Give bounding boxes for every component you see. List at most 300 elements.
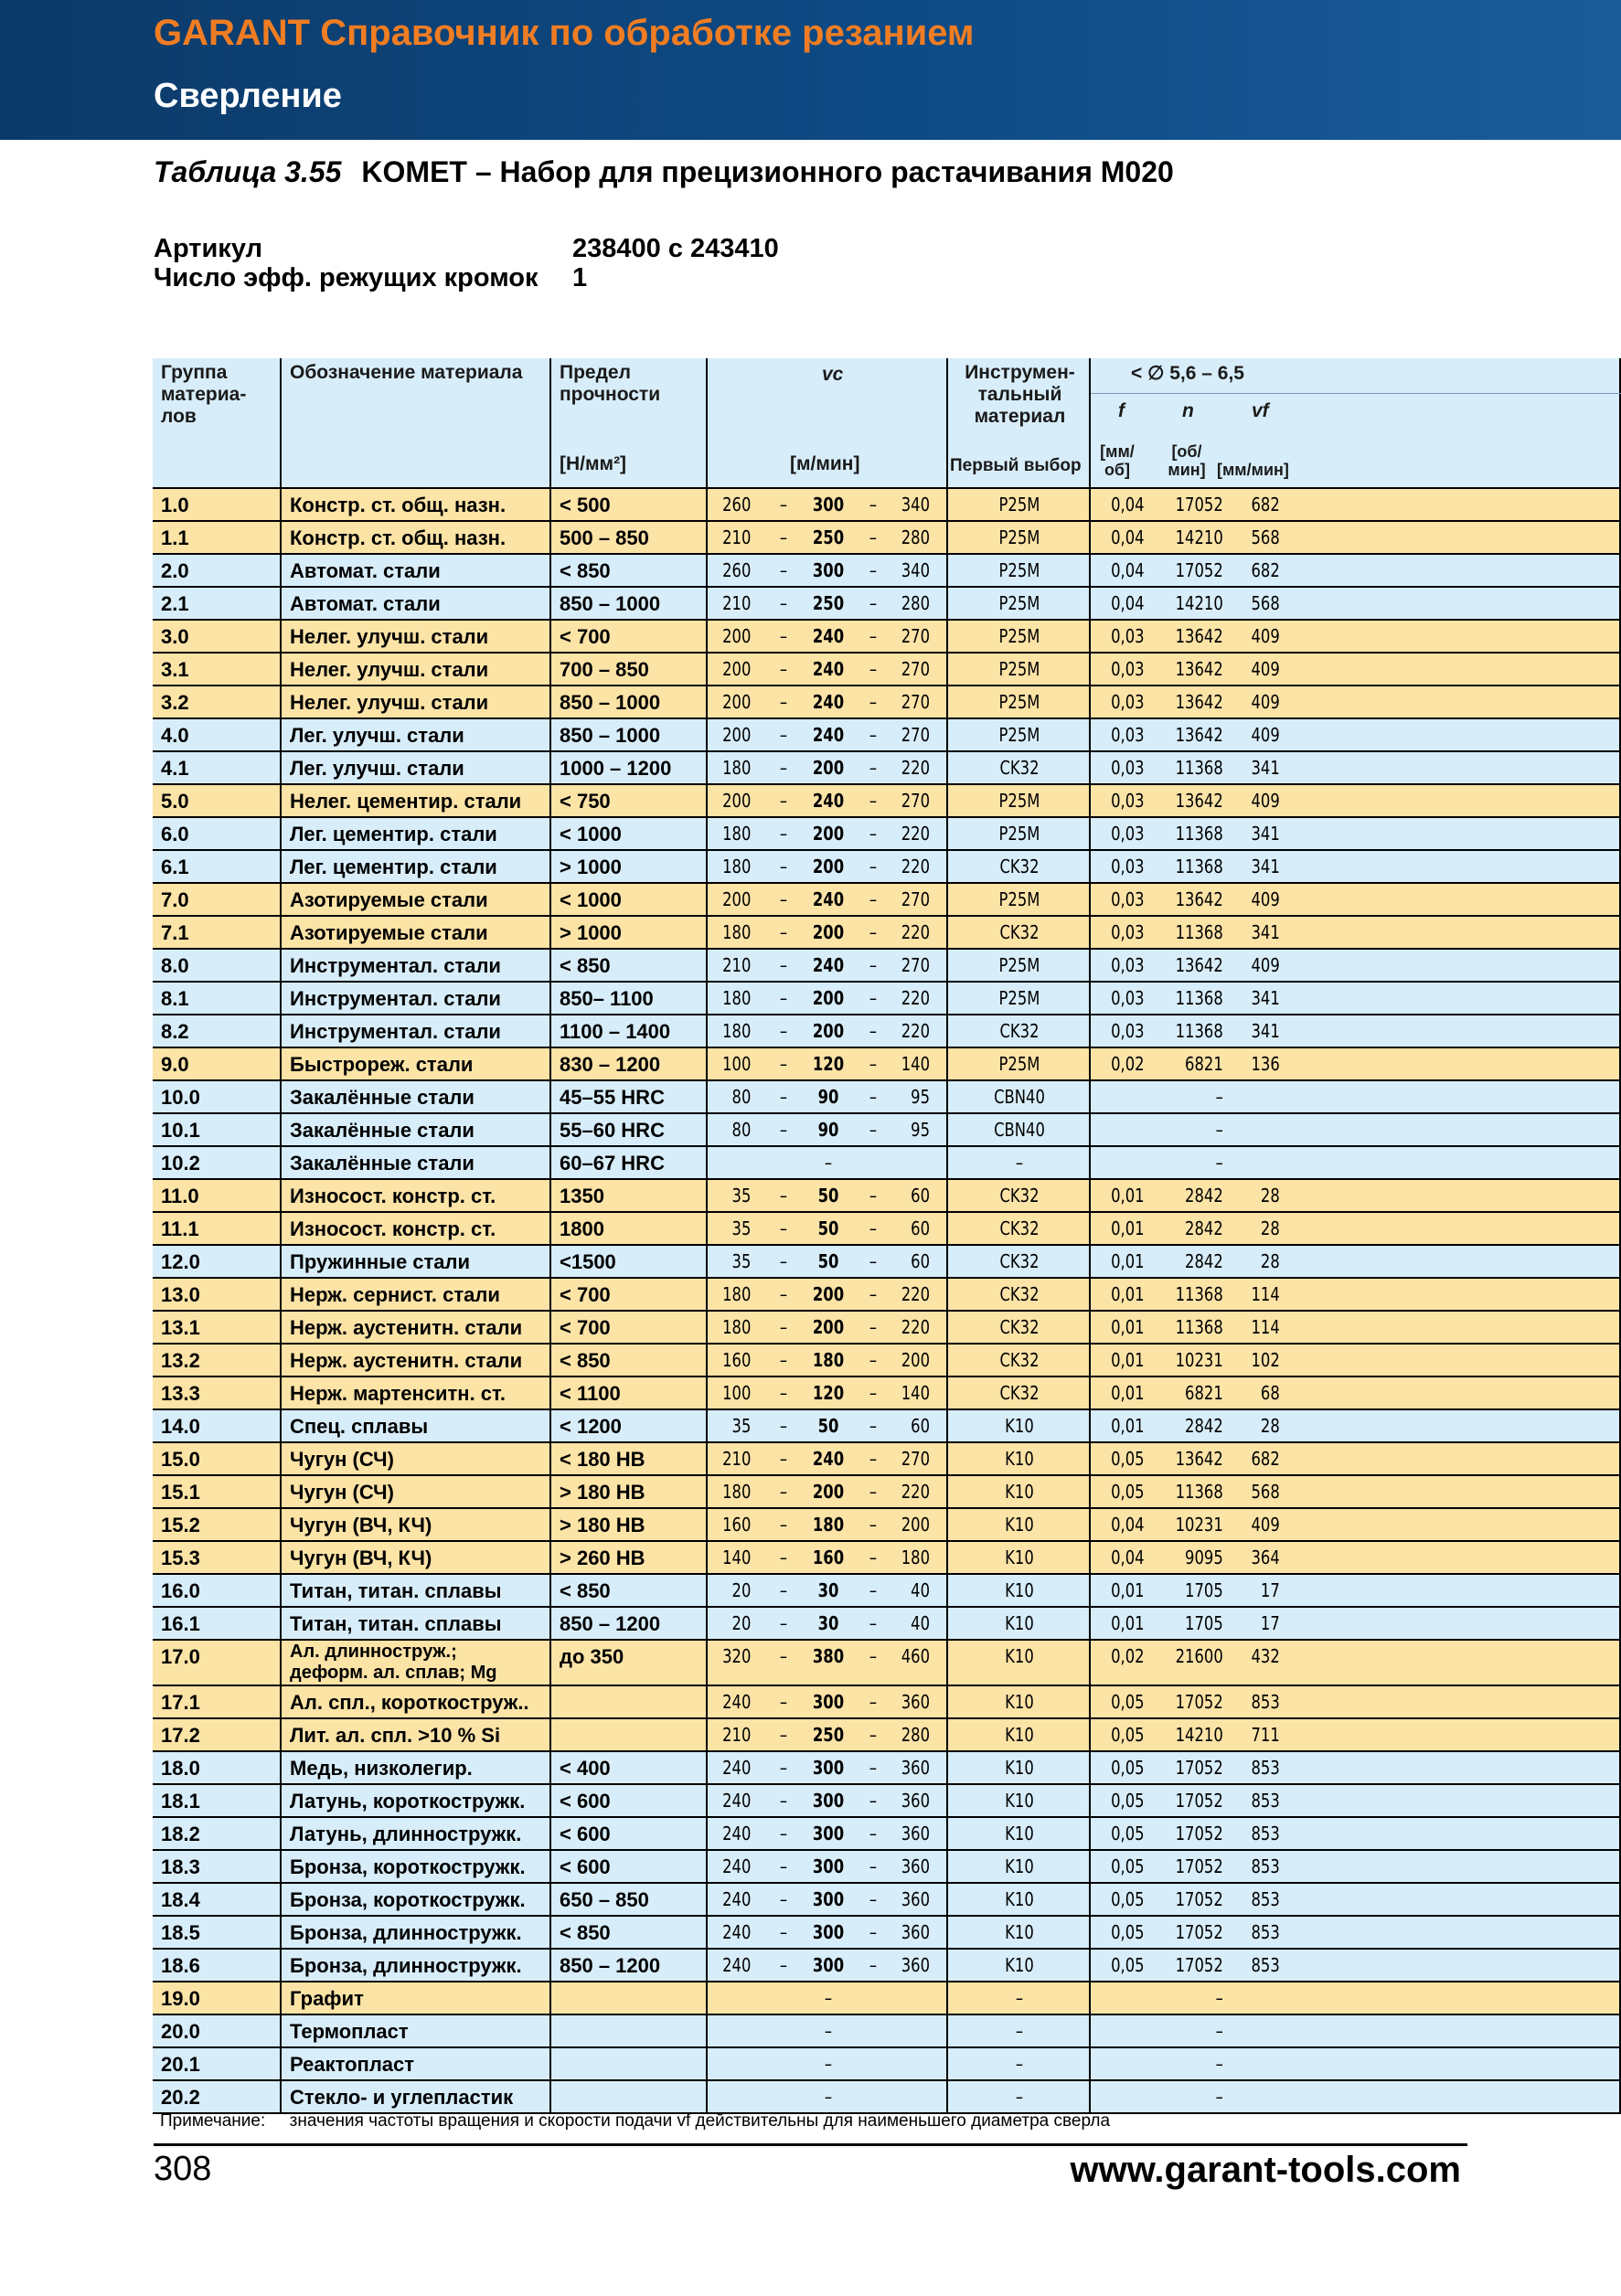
header-n-unit: [об/ мин]	[1168, 442, 1206, 479]
vc-min: 80	[731, 1119, 752, 1141]
vc-recommended: –	[824, 2020, 833, 2042]
speed-n: –	[1215, 1086, 1223, 1108]
vc-max: 270	[901, 691, 931, 713]
vc-recommended: 200	[812, 1481, 845, 1503]
footer-url[interactable]: www.garant-tools.com	[1070, 2150, 1461, 2190]
feed-f: 0,03	[1111, 987, 1145, 1009]
strength-value: > 180 HB	[560, 1481, 645, 1504]
feed-f: 0,03	[1111, 658, 1145, 680]
group-code: 13.3	[161, 1382, 200, 1405]
speed-n: 21600	[1175, 1645, 1223, 1667]
tool-material: P25M	[998, 559, 1040, 581]
speed-n: 11368	[1175, 987, 1223, 1009]
speed-n: 2842	[1185, 1217, 1223, 1239]
vc-min: 140	[722, 1547, 752, 1568]
vc-recommended: 200	[812, 921, 845, 943]
vc-recommended: 50	[817, 1217, 839, 1239]
feed-vf: 409	[1251, 724, 1280, 746]
vc-max: 270	[901, 724, 931, 746]
material-name: Чугун (ВЧ, КЧ)	[290, 1547, 432, 1569]
vc-dash-2: –	[869, 1724, 878, 1746]
material-name: Ал. спл., короткоструж..	[290, 1691, 529, 1714]
vc-recommended: 200	[812, 757, 845, 779]
group-code: 18.4	[161, 1888, 200, 1911]
feed-f: 0,05	[1111, 1954, 1145, 1976]
feed-f: 0,05	[1111, 1790, 1145, 1812]
edges-label: Число эфф. режущих кромок	[154, 263, 539, 292]
tool-material: K10	[1005, 1888, 1034, 1910]
speed-n: 11368	[1175, 1316, 1223, 1338]
vc-recommended: –	[824, 1987, 833, 2009]
feed-vf: 853	[1251, 1823, 1280, 1844]
vc-dash-1: –	[779, 1547, 788, 1568]
material-name: Инструментал. стали	[290, 1020, 501, 1043]
strength-value: < 700	[560, 1283, 611, 1306]
feed-f: 0,04	[1111, 1547, 1145, 1568]
vc-min: 35	[731, 1250, 752, 1272]
group-code: 19.0	[161, 1987, 200, 2010]
vc-dash-2: –	[869, 1119, 878, 1141]
speed-n: 13642	[1175, 1448, 1223, 1470]
feed-f: 0,04	[1111, 559, 1145, 581]
vc-min: 180	[722, 856, 752, 877]
material-name: Нелег. цементир. стали	[290, 790, 522, 813]
vc-dash-1: –	[779, 987, 788, 1009]
vc-max: 360	[901, 1790, 931, 1812]
tool-material: CK32	[999, 1185, 1040, 1206]
table-row	[153, 489, 1621, 522]
vc-dash-1: –	[779, 1514, 788, 1536]
vc-dash-1: –	[779, 1790, 788, 1812]
table-row	[153, 1081, 1621, 1114]
table-row	[153, 1686, 1621, 1719]
group-code: 20.1	[161, 2053, 200, 2076]
vc-min: 100	[722, 1382, 752, 1404]
feed-f: 0,04	[1111, 494, 1145, 516]
vc-dash-2: –	[869, 1547, 878, 1568]
table-row	[153, 1279, 1621, 1312]
table-row	[153, 1818, 1621, 1851]
strength-value: 1000 – 1200	[560, 757, 672, 780]
header-group: Группа материа-лов	[161, 362, 247, 427]
tool-material: P25M	[998, 658, 1040, 680]
vc-dash-1: –	[779, 1855, 788, 1877]
vc-min: 35	[731, 1415, 752, 1437]
group-code: 18.0	[161, 1757, 200, 1780]
vc-dash-1: –	[779, 1185, 788, 1206]
vc-recommended: 250	[812, 1724, 845, 1746]
table-row	[153, 522, 1621, 555]
material-name: Чугун (СЧ)	[290, 1448, 394, 1471]
table-row	[153, 1641, 1621, 1686]
speed-n: 6821	[1185, 1053, 1223, 1075]
vc-dash-2: –	[869, 1579, 878, 1601]
speed-n: –	[1215, 1119, 1223, 1141]
material-name: Инструментал. стали	[290, 987, 501, 1010]
vc-min: 180	[722, 1283, 752, 1305]
tool-material: CK32	[999, 1316, 1040, 1338]
vc-dash-2: –	[869, 1855, 878, 1877]
strength-value: > 1000	[560, 921, 622, 944]
vc-recommended: 300	[812, 1954, 845, 1976]
table-row	[153, 1719, 1621, 1752]
speed-n: 17052	[1175, 1954, 1223, 1976]
strength-value: < 850	[560, 1579, 611, 1602]
vc-recommended: 120	[812, 1053, 845, 1075]
group-code: 15.3	[161, 1547, 200, 1569]
vc-min: 200	[722, 888, 752, 910]
group-code: 8.1	[161, 987, 189, 1010]
vc-recommended: 90	[817, 1119, 839, 1141]
vc-dash-1: –	[779, 888, 788, 910]
feed-f: 0,01	[1111, 1316, 1145, 1338]
vc-min: 320	[722, 1645, 752, 1667]
table-row	[153, 1312, 1621, 1345]
vc-recommended: 240	[812, 888, 845, 910]
vc-max: 220	[901, 987, 931, 1009]
vc-recommended: 50	[817, 1415, 839, 1437]
feed-vf: 409	[1251, 691, 1280, 713]
speed-n: –	[1215, 2020, 1223, 2042]
table-row	[153, 555, 1621, 588]
vc-dash-2: –	[869, 1185, 878, 1206]
vc-recommended: 250	[812, 592, 845, 614]
tool-material: –	[1015, 1152, 1024, 1174]
vc-min: 180	[722, 921, 752, 943]
feed-f: 0,03	[1111, 691, 1145, 713]
feed-vf: 682	[1251, 494, 1280, 516]
group-code: 5.0	[161, 790, 189, 813]
feed-vf: 114	[1251, 1316, 1280, 1338]
table-row	[153, 785, 1621, 818]
feed-f: 0,01	[1111, 1283, 1145, 1305]
group-code: 4.1	[161, 757, 189, 780]
group-code: 18.6	[161, 1954, 200, 1977]
vc-dash-2: –	[869, 1514, 878, 1536]
tool-material: P25M	[998, 987, 1040, 1009]
vc-dash-1: –	[779, 1448, 788, 1470]
group-code: 20.0	[161, 2020, 200, 2043]
group-code: 16.1	[161, 1612, 200, 1635]
tool-material: –	[1015, 1987, 1024, 2009]
vc-dash-2: –	[869, 494, 878, 516]
article-label: Артикул	[154, 234, 262, 263]
strength-value: 850 – 1000	[560, 691, 661, 714]
group-code: 7.1	[161, 921, 189, 944]
group-code: 8.2	[161, 1020, 189, 1043]
strength-value: 830 – 1200	[560, 1053, 661, 1076]
vc-dash-1: –	[779, 1020, 788, 1042]
vc-max: 60	[911, 1250, 931, 1272]
vc-min: 200	[722, 724, 752, 746]
tool-material: P25M	[998, 592, 1040, 614]
table-row	[153, 588, 1621, 621]
table-row	[153, 1345, 1621, 1377]
vc-max: 280	[901, 592, 931, 614]
feed-vf: 568	[1251, 592, 1280, 614]
table-row	[153, 654, 1621, 686]
speed-n: 13642	[1175, 954, 1223, 976]
vc-min: 20	[731, 1612, 752, 1634]
feed-f: 0,04	[1111, 526, 1145, 548]
table-row	[153, 719, 1621, 752]
vc-max: 220	[901, 1283, 931, 1305]
material-name: Лег. улучш. стали	[290, 757, 464, 780]
speed-n: 11368	[1175, 757, 1223, 779]
speed-n: 13642	[1175, 658, 1223, 680]
table-row	[153, 2081, 1621, 2114]
material-name: Ал. длиннострyж.;	[290, 1642, 457, 1662]
vc-dash-1: –	[779, 1612, 788, 1634]
tool-material: CBN40	[994, 1086, 1045, 1108]
group-code: 18.2	[161, 1823, 200, 1845]
vc-recommended: 300	[812, 1790, 845, 1812]
vc-max: 270	[901, 625, 931, 647]
material-name: Спец. сплавы	[290, 1415, 429, 1438]
strength-value: < 850	[560, 559, 611, 582]
vc-max: 270	[901, 790, 931, 812]
speed-n: 13642	[1175, 888, 1223, 910]
feed-vf: 341	[1251, 823, 1280, 845]
page-header	[0, 0, 1621, 140]
vc-dash-2: –	[869, 790, 878, 812]
vc-dash-1: –	[779, 921, 788, 943]
vc-max: 340	[901, 559, 931, 581]
table-row	[153, 1377, 1621, 1410]
group-code: 16.0	[161, 1579, 200, 1602]
feed-f: 0,01	[1111, 1185, 1145, 1206]
vc-max: 460	[901, 1645, 931, 1667]
feed-vf: 341	[1251, 1020, 1280, 1042]
group-code: 17.1	[161, 1691, 200, 1714]
vc-dash-2: –	[869, 526, 878, 548]
vc-max: 360	[901, 1888, 931, 1910]
speed-n: 17052	[1175, 1790, 1223, 1812]
vc-max: 200	[901, 1349, 931, 1371]
vc-dash-2: –	[869, 592, 878, 614]
material-name: Нелег. улучш. стали	[290, 691, 489, 714]
cell-strength	[551, 2048, 708, 2081]
strength-value: 700 – 850	[560, 658, 649, 681]
tool-material: –	[1015, 2020, 1024, 2042]
tool-material: K10	[1005, 1954, 1034, 1976]
vc-recommended: 50	[817, 1185, 839, 1206]
vc-dash-1: –	[779, 1349, 788, 1371]
material-name: Азотируемые стали	[290, 888, 488, 911]
feed-f: 0,03	[1111, 790, 1145, 812]
header-tool-sub: Первый выбор	[950, 456, 1082, 475]
speed-n: 1705	[1185, 1612, 1223, 1634]
table-row	[153, 1851, 1621, 1884]
vc-min: 240	[722, 1790, 752, 1812]
table-row	[153, 1410, 1621, 1443]
vc-dash-1: –	[779, 1283, 788, 1305]
vc-min: 240	[722, 1888, 752, 1910]
vc-dash-1: –	[779, 1119, 788, 1141]
table-row	[153, 752, 1621, 785]
feed-f: 0,01	[1111, 1382, 1145, 1404]
tool-material: K10	[1005, 1921, 1034, 1943]
tool-material: CK32	[999, 1283, 1040, 1305]
vc-max: 270	[901, 888, 931, 910]
vc-dash-1: –	[779, 1691, 788, 1713]
strength-value: < 1000	[560, 823, 622, 845]
tool-material: –	[1015, 2086, 1024, 2108]
speed-n: 11368	[1175, 1283, 1223, 1305]
vc-min: 160	[722, 1514, 752, 1536]
vc-dash-1: –	[779, 757, 788, 779]
feed-vf: 341	[1251, 856, 1280, 877]
vc-max: 220	[901, 921, 931, 943]
feed-f: 0,03	[1111, 954, 1145, 976]
group-code: 15.2	[161, 1514, 200, 1536]
speed-n: –	[1215, 1152, 1223, 1174]
group-code: 13.1	[161, 1316, 200, 1339]
tool-material: K10	[1005, 1691, 1034, 1713]
material-name: Бронза, короткостружк.	[290, 1888, 526, 1911]
feed-vf: 114	[1251, 1283, 1280, 1305]
strength-value: < 1100	[560, 1382, 621, 1405]
vc-dash-2: –	[869, 757, 878, 779]
cell-strength	[551, 1686, 708, 1719]
header-strength: Предел прочности	[560, 362, 661, 405]
feed-f: 0,05	[1111, 1691, 1145, 1713]
cell-strength	[551, 2015, 708, 2048]
cell-strength	[551, 1719, 708, 1752]
strength-value: <1500	[560, 1250, 616, 1273]
vc-dash-2: –	[869, 1086, 878, 1108]
vc-min: 240	[722, 1823, 752, 1844]
vc-recommended: 300	[812, 494, 845, 516]
table-number: Таблица 3.55	[154, 155, 342, 188]
table-row	[153, 1950, 1621, 1982]
group-code: 10.1	[161, 1119, 200, 1142]
group-code: 1.1	[161, 526, 189, 549]
vc-recommended: 300	[812, 1888, 845, 1910]
table-row	[153, 2015, 1621, 2048]
feed-vf: 853	[1251, 1855, 1280, 1877]
cell-strength	[551, 1982, 708, 2015]
vc-max: 200	[901, 1514, 931, 1536]
material-name: Лег. цементир. стали	[290, 856, 497, 878]
vc-dash-1: –	[779, 1217, 788, 1239]
group-code: 10.2	[161, 1152, 200, 1175]
vc-max: 140	[901, 1382, 931, 1404]
vc-dash-2: –	[869, 1415, 878, 1437]
vc-min: 200	[722, 625, 752, 647]
footer-divider	[154, 2143, 1467, 2146]
vc-dash-1: –	[779, 526, 788, 548]
group-code: 10.0	[161, 1086, 200, 1109]
vc-min: 210	[722, 1724, 752, 1746]
vc-min: 160	[722, 1349, 752, 1371]
vc-recommended: –	[824, 2086, 833, 2108]
vc-dash-2: –	[869, 1921, 878, 1943]
material-name: Латунь, длинностружк.	[290, 1823, 522, 1845]
material-name: Нерж. сернист. стали	[290, 1283, 500, 1306]
vc-max: 280	[901, 1724, 931, 1746]
tool-material: K10	[1005, 1579, 1034, 1601]
vc-min: 35	[731, 1185, 752, 1206]
vc-recommended: 240	[812, 954, 845, 976]
material-name: Графит	[290, 1987, 364, 2010]
table-row	[153, 1114, 1621, 1147]
tool-material: P25M	[998, 691, 1040, 713]
group-code: 3.0	[161, 625, 189, 648]
tool-material: K10	[1005, 1790, 1034, 1812]
strength-value: > 1000	[560, 856, 622, 878]
feed-f: 0,03	[1111, 856, 1145, 877]
feed-vf: 17	[1260, 1612, 1280, 1634]
vc-min: 200	[722, 658, 752, 680]
vc-dash-2: –	[869, 1481, 878, 1503]
tool-material: –	[1015, 2053, 1024, 2075]
header-vf-unit: [мм/мин]	[1217, 461, 1289, 479]
vc-recommended: 90	[817, 1086, 839, 1108]
feed-vf: 409	[1251, 1514, 1280, 1536]
header-f: f	[1118, 400, 1125, 421]
strength-value: 60–67 HRC	[560, 1152, 665, 1175]
vc-recommended: –	[824, 1152, 833, 1174]
strength-value: < 1000	[560, 888, 622, 911]
speed-n: 17052	[1175, 1757, 1223, 1779]
feed-f: 0,01	[1111, 1250, 1145, 1272]
feed-vf: 682	[1251, 559, 1280, 581]
vc-max: 220	[901, 757, 931, 779]
vc-dash-1: –	[779, 1888, 788, 1910]
table-row	[153, 1015, 1621, 1048]
table-row	[153, 621, 1621, 654]
vc-max: 60	[911, 1217, 931, 1239]
material-name: Износост. констр. ст.	[290, 1185, 496, 1207]
speed-n: 2842	[1185, 1185, 1223, 1206]
feed-f: 0,03	[1111, 625, 1145, 647]
vc-min: 80	[731, 1086, 752, 1108]
tool-material: CBN40	[994, 1119, 1045, 1141]
strength-value: 45–55 HRC	[560, 1086, 665, 1109]
speed-n: 10231	[1175, 1514, 1223, 1536]
group-code: 15.0	[161, 1448, 200, 1471]
strength-value: < 700	[560, 1316, 611, 1339]
material-name: Лег. цементир. стали	[290, 823, 497, 845]
vc-recommended: 200	[812, 856, 845, 877]
strength-value: до 350	[560, 1645, 624, 1668]
vc-recommended: –	[824, 2053, 833, 2075]
tool-material: CK32	[999, 1217, 1040, 1239]
vc-recommended: 200	[812, 1020, 845, 1042]
feed-vf: 853	[1251, 1888, 1280, 1910]
vc-min: 180	[722, 757, 752, 779]
table-row	[153, 2048, 1621, 2081]
cell-strength	[551, 2081, 708, 2114]
feed-vf: 28	[1260, 1217, 1280, 1239]
material-name: Латунь, короткостружк.	[290, 1790, 526, 1812]
feed-vf: 409	[1251, 888, 1280, 910]
tool-material: K10	[1005, 1645, 1034, 1667]
vc-dash-2: –	[869, 954, 878, 976]
speed-n: 11368	[1175, 1020, 1223, 1042]
vc-max: 140	[901, 1053, 931, 1075]
vc-max: 95	[911, 1119, 931, 1141]
vc-min: 260	[722, 494, 752, 516]
material-name: Пружинные стали	[290, 1250, 471, 1273]
speed-n: 11368	[1175, 1481, 1223, 1503]
vc-min: 240	[722, 1855, 752, 1877]
header-title: GARANT Справочник по обработке резанием	[154, 13, 975, 53]
header-vc: vc	[822, 364, 844, 385]
vc-max: 95	[911, 1086, 931, 1108]
group-code: 13.0	[161, 1283, 200, 1306]
